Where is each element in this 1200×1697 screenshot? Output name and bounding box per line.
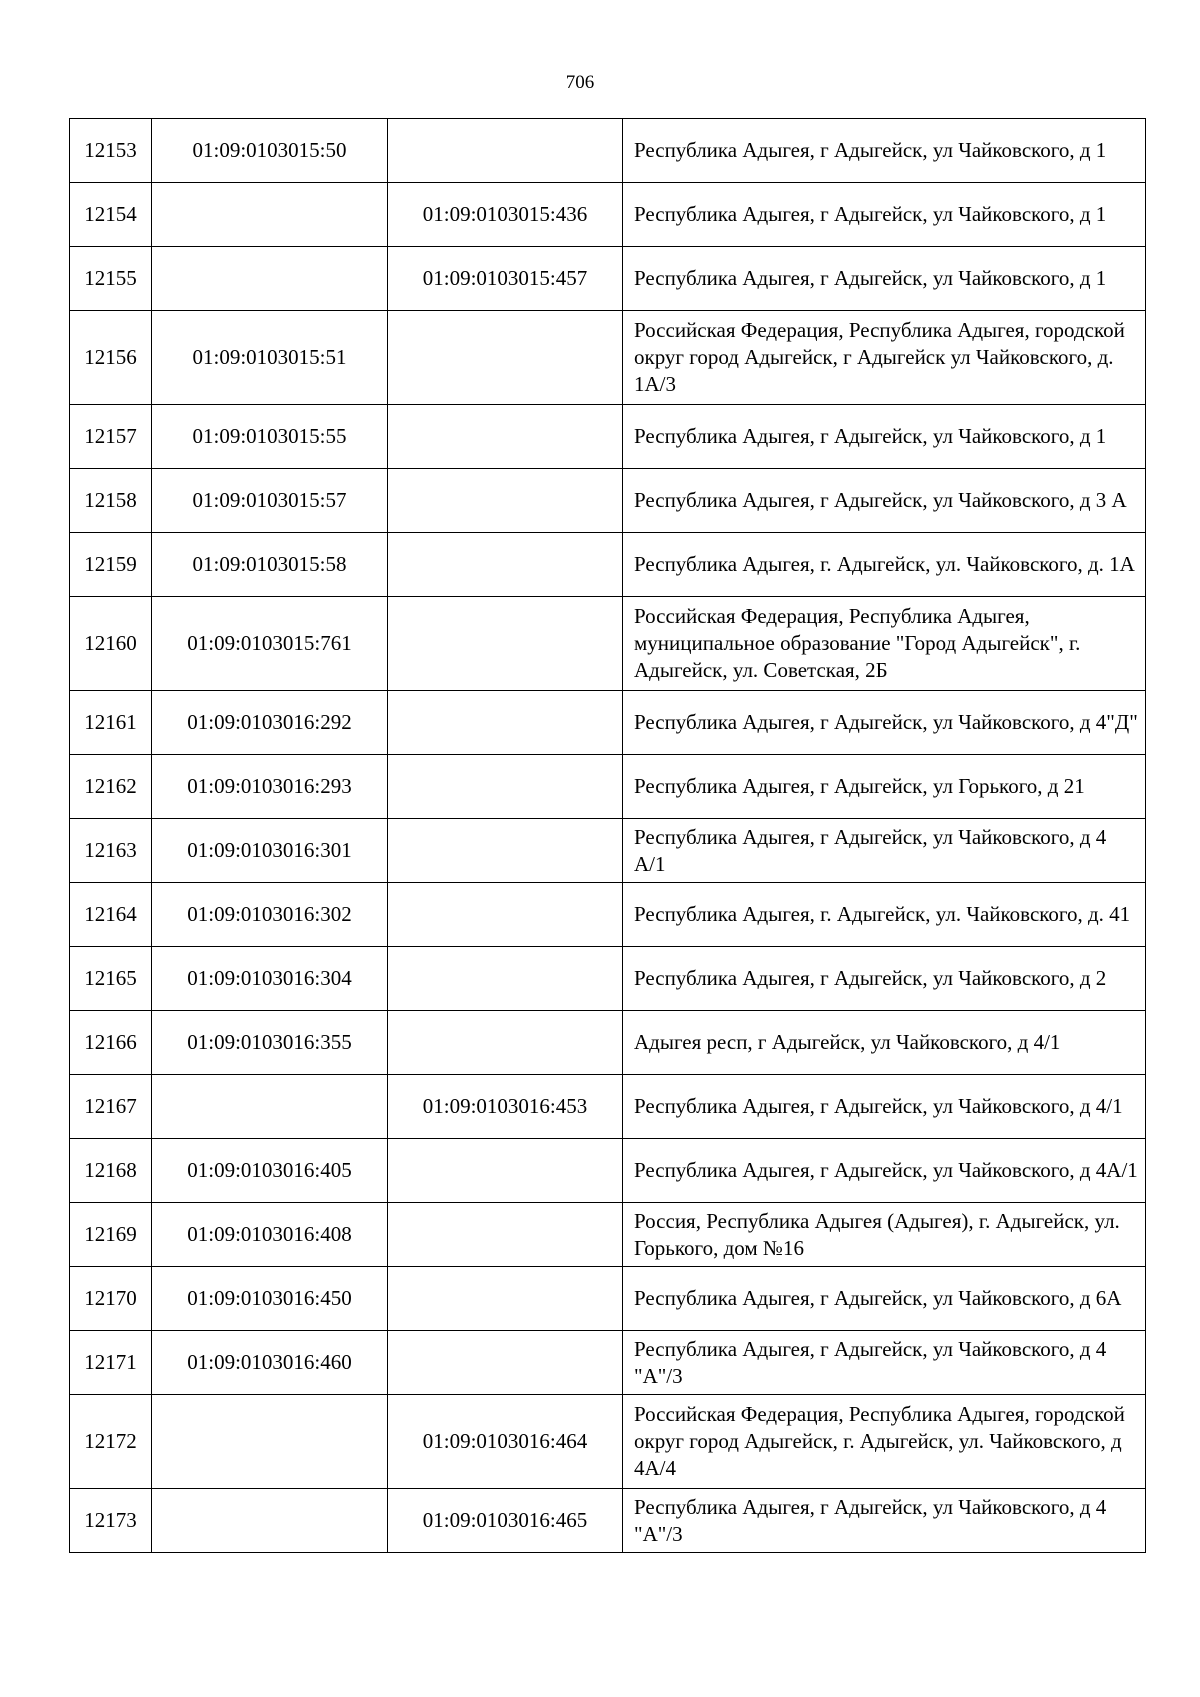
cadastral-number-alt-cell (388, 533, 623, 597)
row-number: 12168 (70, 1139, 152, 1203)
cadastral-number-cell (152, 247, 388, 311)
table-row (70, 1267, 1146, 1331)
address-cell: Республика Адыгея, г Адыгейск, ул Чайковского, д 1 (623, 405, 1146, 469)
row-number: 12154 (70, 183, 152, 247)
row-number: 12170 (70, 1267, 152, 1331)
table-row (70, 755, 1146, 819)
table-row (70, 1011, 1146, 1075)
address-cell: Российская Федерация, Республика Адыгея, муниципальное образование "Город Адыгейск", г. Адыгейск, ул. Советская, 2Б (623, 597, 1146, 691)
cadastral-number-cell: 01:09:0103015:58 (152, 533, 388, 597)
table-row (70, 533, 1146, 597)
cadastral-number-cell: 01:09:0103016:292 (152, 691, 388, 755)
cadastral-number-cell: 01:09:0103015:50 (152, 119, 388, 183)
table-row (70, 819, 1146, 883)
address-cell: Республика Адыгея, г Адыгейск, ул Чайковского, д 4"Д" (623, 691, 1146, 755)
table-row (70, 1331, 1146, 1395)
cadastral-number-cell: 01:09:0103015:51 (152, 311, 388, 405)
address-cell: Республика Адыгея, г Адыгейск, ул Чайковского, д 1 (623, 247, 1146, 311)
row-number: 12165 (70, 947, 152, 1011)
cadastral-number-alt-cell (388, 883, 623, 947)
address-cell: Республика Адыгея, г Адыгейск, ул Чайковского, д 4А/1 (623, 1139, 1146, 1203)
row-number: 12153 (70, 119, 152, 183)
table-row (70, 469, 1146, 533)
row-number: 12156 (70, 311, 152, 405)
cadastral-number-cell: 01:09:0103016:304 (152, 947, 388, 1011)
row-number: 12163 (70, 819, 152, 883)
address-cell: Республика Адыгея, г Адыгейск, ул Чайковского, д 1 (623, 183, 1146, 247)
cadastral-number-alt-cell (388, 405, 623, 469)
table-row (70, 405, 1146, 469)
table-row (70, 1395, 1146, 1489)
row-number: 12155 (70, 247, 152, 311)
cadastral-number-cell: 01:09:0103015:57 (152, 469, 388, 533)
address-cell: Республика Адыгея, г Адыгейск, ул Чайковского, д 6А (623, 1267, 1146, 1331)
address-cell: Республика Адыгея, г. Адыгейск, ул. Чайковского, д. 1А (623, 533, 1146, 597)
table-row (70, 311, 1146, 405)
registry-table-body (70, 119, 1146, 1553)
row-number: 12169 (70, 1203, 152, 1267)
cadastral-number-alt-cell (388, 597, 623, 691)
row-number: 12160 (70, 597, 152, 691)
address-cell: Россия, Республика Адыгея (Адыгея), г. Адыгейск, ул. Горького, дом №16 (623, 1203, 1146, 1267)
row-number: 12171 (70, 1331, 152, 1395)
cadastral-number-alt-cell: 01:09:0103015:457 (388, 247, 623, 311)
address-cell: Республика Адыгея, г Адыгейск, ул Чайковского, д 4 "А"/3 (623, 1331, 1146, 1395)
page-number: 706 (565, 72, 595, 93)
address-cell: Республика Адыгея, г Адыгейск, ул Чайковского, д 3 А (623, 469, 1146, 533)
row-number: 12161 (70, 691, 152, 755)
address-cell: Республика Адыгея, г Адыгейск, ул Горького, д 21 (623, 755, 1146, 819)
cadastral-number-cell: 01:09:0103016:301 (152, 819, 388, 883)
table-row (70, 947, 1146, 1011)
cadastral-number-cell (152, 1395, 388, 1489)
table-row (70, 1075, 1146, 1139)
registry-table (69, 118, 1146, 1553)
cadastral-number-alt-cell: 01:09:0103015:436 (388, 183, 623, 247)
cadastral-number-cell: 01:09:0103016:302 (152, 883, 388, 947)
address-cell: Адыгея респ, г Адыгейск, ул Чайковского, д 4/1 (623, 1011, 1146, 1075)
address-cell: Республика Адыгея, г Адыгейск, ул Чайковского, д 4 А/1 (623, 819, 1146, 883)
cadastral-number-alt-cell (388, 1139, 623, 1203)
cadastral-number-alt-cell: 01:09:0103016:465 (388, 1489, 623, 1553)
cadastral-number-alt-cell (388, 755, 623, 819)
table-row (70, 883, 1146, 947)
table-row (70, 183, 1146, 247)
table-row (70, 247, 1146, 311)
cadastral-number-alt-cell (388, 1267, 623, 1331)
address-cell: Российская Федерация, Республика Адыгея, городской округ город Адыгейск, г Адыгейск ул Чайковского, д. 1А/3 (623, 311, 1146, 405)
cadastral-number-cell (152, 183, 388, 247)
table-row (70, 597, 1146, 691)
cadastral-number-cell: 01:09:0103016:355 (152, 1011, 388, 1075)
address-cell: Республика Адыгея, г Адыгейск, ул Чайковского, д 1 (623, 119, 1146, 183)
cadastral-number-alt-cell: 01:09:0103016:464 (388, 1395, 623, 1489)
table-row (70, 1489, 1146, 1553)
address-cell: Республика Адыгея, г. Адыгейск, ул. Чайковского, д. 41 (623, 883, 1146, 947)
address-cell: Республика Адыгея, г Адыгейск, ул Чайковского, д 4/1 (623, 1075, 1146, 1139)
address-cell: Республика Адыгея, г Адыгейск, ул Чайковского, д 4 "А"/3 (623, 1489, 1146, 1553)
cadastral-number-alt-cell (388, 819, 623, 883)
table-row (70, 1203, 1146, 1267)
cadastral-number-alt-cell (388, 311, 623, 405)
row-number: 12167 (70, 1075, 152, 1139)
row-number: 12157 (70, 405, 152, 469)
cadastral-number-alt-cell (388, 1011, 623, 1075)
cadastral-number-cell: 01:09:0103016:293 (152, 755, 388, 819)
cadastral-number-alt-cell (388, 1331, 623, 1395)
row-number: 12172 (70, 1395, 152, 1489)
table-row (70, 691, 1146, 755)
cadastral-number-cell: 01:09:0103015:761 (152, 597, 388, 691)
row-number: 12158 (70, 469, 152, 533)
row-number: 12159 (70, 533, 152, 597)
row-number: 12173 (70, 1489, 152, 1553)
row-number: 12166 (70, 1011, 152, 1075)
address-cell: Российская Федерация, Республика Адыгея, городской округ город Адыгейск, г. Адыгейск, ул. Чайковского, д 4А/4 (623, 1395, 1146, 1489)
address-cell: Республика Адыгея, г Адыгейск, ул Чайковского, д 2 (623, 947, 1146, 1011)
cadastral-number-cell: 01:09:0103015:55 (152, 405, 388, 469)
cadastral-number-cell (152, 1489, 388, 1553)
cadastral-number-alt-cell (388, 469, 623, 533)
row-number: 12164 (70, 883, 152, 947)
row-number: 12162 (70, 755, 152, 819)
cadastral-number-alt-cell (388, 1203, 623, 1267)
cadastral-number-alt-cell (388, 119, 623, 183)
cadastral-number-cell: 01:09:0103016:405 (152, 1139, 388, 1203)
cadastral-number-cell: 01:09:0103016:408 (152, 1203, 388, 1267)
cadastral-number-alt-cell: 01:09:0103016:453 (388, 1075, 623, 1139)
cadastral-number-cell: 01:09:0103016:450 (152, 1267, 388, 1331)
cadastral-number-alt-cell (388, 691, 623, 755)
cadastral-number-alt-cell (388, 947, 623, 1011)
cadastral-number-cell: 01:09:0103016:460 (152, 1331, 388, 1395)
cadastral-number-cell (152, 1075, 388, 1139)
table-row (70, 119, 1146, 183)
table-row (70, 1139, 1146, 1203)
